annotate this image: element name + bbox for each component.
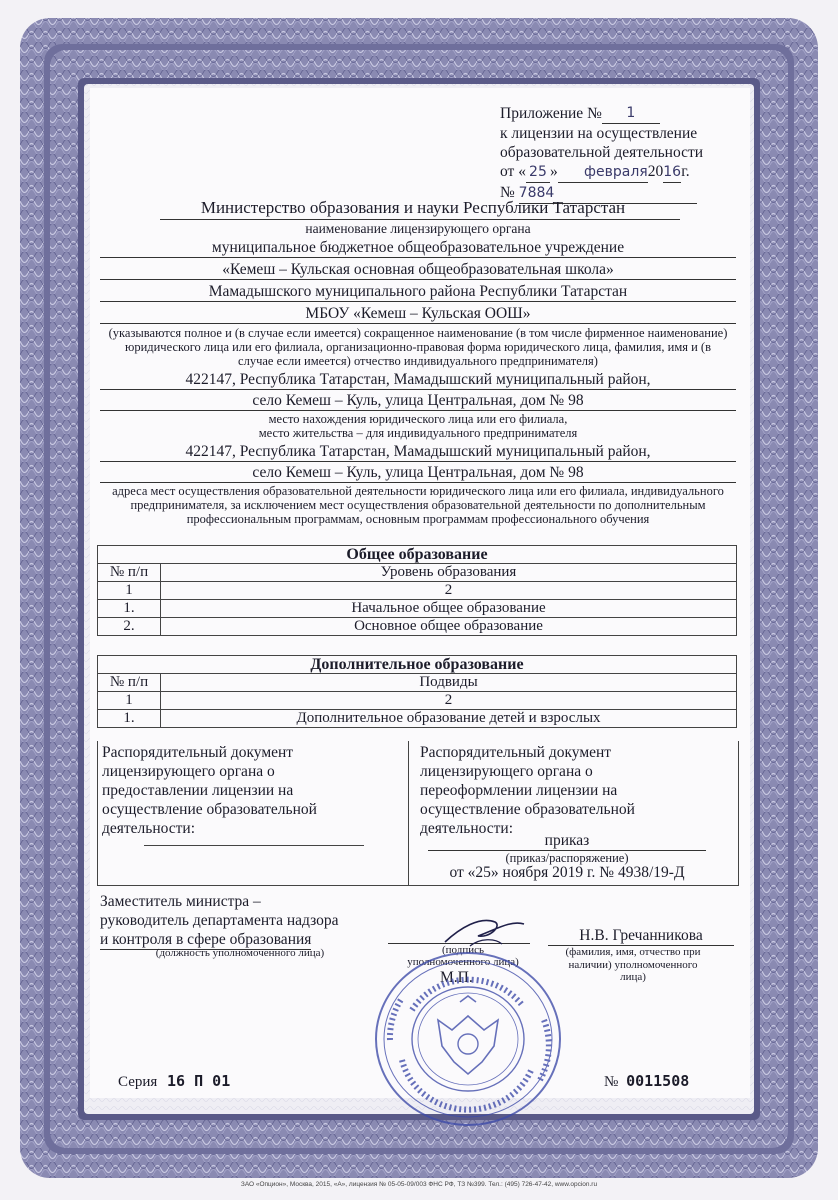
license-no-label: №	[500, 184, 515, 201]
appendix-month: февраля	[558, 163, 648, 183]
order-caption: (приказ/распоряжение)	[505, 851, 629, 865]
ministry-name: Министерство образования и науки Республики Татарстан	[200, 198, 626, 217]
appendix-number: 1	[602, 104, 660, 124]
grant-signature-line	[144, 845, 364, 846]
position-line2: руководитель департамента надзора	[100, 912, 339, 929]
stamp-place: М.П.	[440, 969, 473, 986]
address-caption: адреса мест осуществления образовательной деятельности юридического лица или его филиала, индивидуального предпринимателя, за исключением мест осуществления образовательной деятельности по дополнительным профессиональным программам, основным программам профессионального обучения	[112, 484, 724, 526]
blank-number: 0011508	[626, 1072, 690, 1090]
org-line2: «Кемеш – Кульская основная общеобразовательная школа»	[100, 260, 736, 280]
org-line1: муниципальное бюджетное общеобразовательное учреждение	[100, 238, 736, 258]
appendix-label: Приложение №	[500, 105, 602, 122]
row-number: 1	[98, 692, 161, 710]
table-row	[98, 618, 737, 636]
general-col2: Уровень образования	[161, 564, 737, 582]
row-number: 1	[98, 582, 161, 600]
ministry-caption: наименование лицензирующего органа	[305, 221, 531, 236]
license-number: 7884	[519, 184, 697, 204]
org-short-name: МБОУ «Кемеш – Кульская ООШ»	[100, 304, 736, 324]
row-value: Начальное общее образование	[161, 600, 737, 618]
location-line1: 422147, Республика Татарстан, Мамадышский муниципальный район,	[100, 370, 736, 390]
position-line1: Заместитель министра –	[100, 893, 261, 910]
appendix-line3: образовательной деятельности	[500, 144, 704, 161]
table-row	[98, 710, 737, 728]
appendix-block	[500, 104, 720, 204]
documents-block	[97, 741, 739, 886]
row-number: 1.	[98, 600, 161, 618]
sign-caption-line1: (подпись	[441, 944, 484, 956]
row-number: 2.	[98, 618, 161, 636]
org-line3: Мамадышского муниципального района Республики Татарстан	[100, 282, 736, 302]
sign-caption-line2: уполномоченного лица)	[407, 956, 519, 968]
additional-education-table	[97, 655, 737, 728]
address-line2: село Кемеш – Куль, улица Центральная, дом № 98	[100, 463, 736, 483]
row-value: 2	[161, 692, 737, 710]
appendix-year: 16	[663, 163, 681, 183]
divider	[160, 219, 680, 220]
order-date: от «25» ноября 2019 г. № 4938/19-Д	[449, 864, 685, 881]
general-education-table	[97, 545, 737, 636]
series-label: Серия	[118, 1074, 158, 1090]
address-line1: 422147, Республика Татарстан, Мамадышский муниципальный район,	[100, 442, 736, 462]
additional-title: Дополнительное образование	[98, 656, 737, 674]
divider	[408, 741, 409, 885]
signer-name: Н.В. Гречанникова	[548, 926, 734, 946]
additional-col2: Подвиды	[161, 674, 737, 692]
row-value: Дополнительное образование детей и взрослых	[161, 710, 737, 728]
position-caption: (должность уполномоченного лица)	[155, 947, 325, 959]
table-row	[98, 582, 737, 600]
location-caption2: место жительства – для индивидуального предпринимателя	[258, 426, 578, 440]
row-value: 2	[161, 582, 737, 600]
blank-number-block	[604, 1072, 689, 1091]
official-seal	[372, 950, 564, 1128]
row-value: Основное общее образование	[161, 618, 737, 636]
appendix-day: 25	[526, 163, 550, 183]
series-block	[118, 1072, 230, 1091]
appendix-line2: к лицензии на осуществление	[500, 125, 698, 142]
position-line3: и контроля в сфере образования	[100, 931, 312, 948]
signer-name-caption: (фамилия, имя, отчество при наличии) уполномоченного лица)	[565, 946, 701, 983]
number-label: №	[604, 1074, 619, 1090]
location-line2: село Кемеш – Куль, улица Центральная, дом № 98	[100, 391, 736, 411]
general-col1: № п/п	[98, 564, 161, 582]
table-row	[98, 600, 737, 618]
reissue-document-text: Распорядительный документ лицензирующего органа о переоформлении лицензии на осуществление образовательной деятельности:	[420, 744, 635, 837]
org-caption: (указываются полное и (в случае если имеется) сокращенное наименование (в том числе фирменное наименование) юридического лица или его филиала, организационно-правовая форма юридического лица, фамилия, имя и (в случае если имеется) отчество индивидуального предпринимателя)	[108, 326, 728, 368]
row-number: 1.	[98, 710, 161, 728]
date-prefix: от «	[500, 163, 526, 180]
series-value: 16 П 01	[167, 1072, 231, 1090]
table-row	[98, 692, 737, 710]
location-caption1: место нахождения юридического лица или его филиала,	[268, 412, 568, 426]
grant-document-text: Распорядительный документ лицензирующего органа о предоставлении лицензии на осуществление образовательной деятельности:	[102, 744, 317, 837]
year-prefix: 20	[647, 163, 664, 180]
general-title: Общее образование	[98, 546, 737, 564]
year-end: г.	[681, 163, 690, 180]
printer-imprint: ЗАО «Опцион», Москва, 2015, «А», лицензия № 05-05-09/003 ФНС РФ, ТЗ №399. Тел.: (495) 726-47-42, www.opcion.ru	[240, 1181, 598, 1188]
additional-col1: № п/п	[98, 674, 161, 692]
date-mid: »	[549, 163, 558, 180]
signer-position	[100, 892, 380, 950]
order-type: приказ	[428, 831, 706, 851]
